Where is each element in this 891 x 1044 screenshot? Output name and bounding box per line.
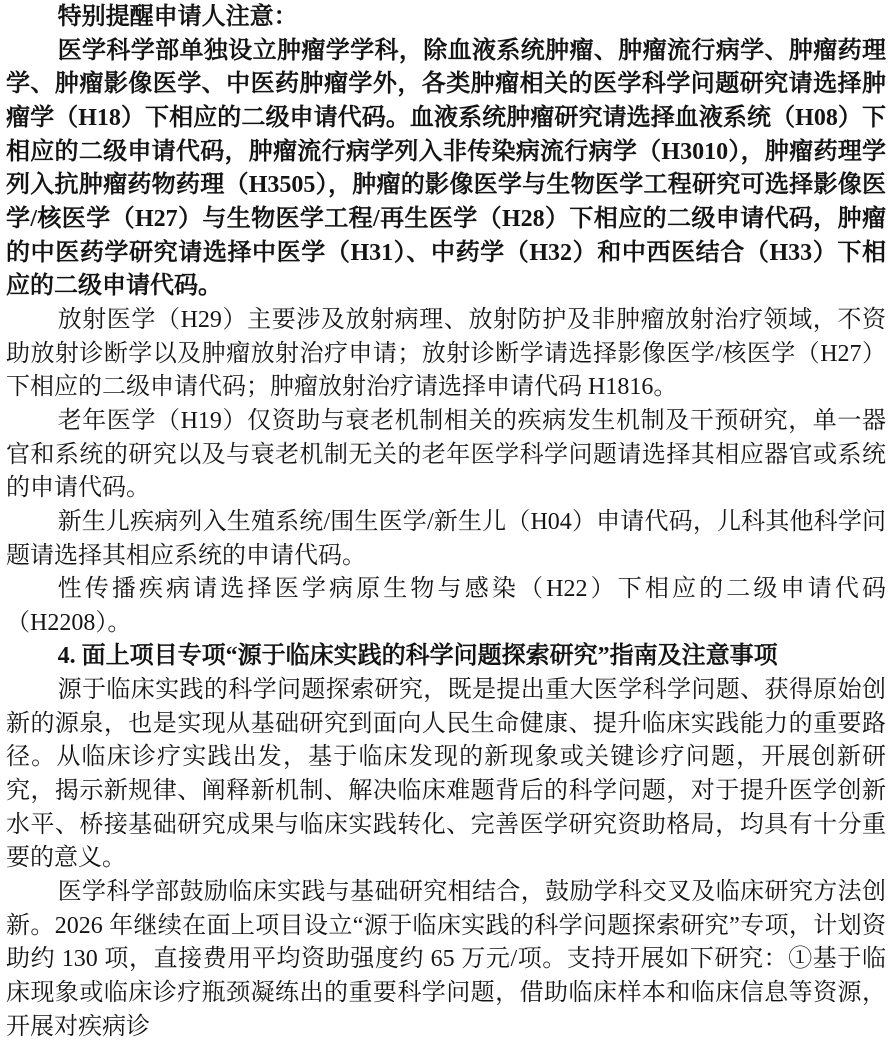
paragraph-clinical-origin-funding-plan: 医学科学部鼓励临床实践与基础研究相结合，鼓励学科交叉及临床研究方法创新。2026 年继续在面上项目设立“源于临床实践的科学问题探索研究”专项，计划资助约 130 项，直接费用平均资助强度约 65 万元/项。支持开展如下研究：①基于临床现象或临床诊疗瓶颈凝练出的重要科学问题，借助临床样本和临床信息等资源，开展对疾病诊 <box>6 879 886 1040</box>
paragraph-tumor-discipline-codes: 医学科学部单独设立肿瘤学学科，除血液系统肿瘤、肿瘤流行病学、肿瘤药理学、肿瘤影像医学、中医药肿瘤学外，各类肿瘤相关的医学科学问题研究请选择肿瘤学（H18）下相应的二级申请代码。血液系统肿瘤研究请选择血液系统（H08）下相应的二级申请代码，肿瘤流行病学列入非传染病流行病学（H3010），肿瘤药理学列入抗肿瘤药物药理（H3505），肿瘤的影像医学与生物医学工程研究可选择影像医学/核医学（H27）与生物医学工程/再生医学（H28）下相应的二级申请代码，肿瘤的中医药学研究请选择中医学（H31）、中药学（H32）和中西医结合（H33）下相应的二级申请代码。 <box>6 37 886 300</box>
paragraph-clinical-origin-significance: 源于临床实践的科学问题探索研究，既是提出重大医学科学问题、获得原始创新的源泉，也是实现从基础研究到面向人民生命健康、提升临床实践能力的重要路径。从临床诊疗实践出发，基于临床发现的新现象或关键诊疗问题，开展创新研究，揭示新规律、阐释新机制、解决临床难题背后的科学问题，对于提升医学创新水平、桥接基础研究成果与临床实践转化、完善医学研究资助格局，均具有十分重要的意义。 <box>6 677 886 872</box>
paragraph-neonatal-diseases: 新生儿疾病列入生殖系统/围生医学/新生儿（H04）申请代码，儿科其他科学问题请选择其相应系统的申请代码。 <box>6 508 886 569</box>
paragraph-radiation-medicine: 放射医学（H29）主要涉及放射病理、放射防护及非肿瘤放射治疗领域，不资助放射诊断学以及肿瘤放射治疗申请；放射诊断学请选择影像医学/核医学（H27）下相应的二级申请代码；肿瘤放射治疗请选择申请代码 H1816。 <box>6 306 886 401</box>
notice-heading: 特别提醒申请人注意： <box>57 4 298 30</box>
section-heading-clinical-practice-special: 4. 面上项目专项“源于临床实践的科学问题探索研究”指南及注意事项 <box>57 643 778 670</box>
paragraph-geriatric-medicine: 老年医学（H19）仅资助与衰老机制相关的疾病发生机制及干预研究，单一器官和系统的研究以及与衰老机制无关的老年医学科学问题请选择其相应器官或系统的申请代码。 <box>6 407 886 502</box>
paragraph-std-codes: 性传播疾病请选择医学病原生物与感染（H22）下相应的二级申请代码（H2208）。 <box>6 576 886 636</box>
